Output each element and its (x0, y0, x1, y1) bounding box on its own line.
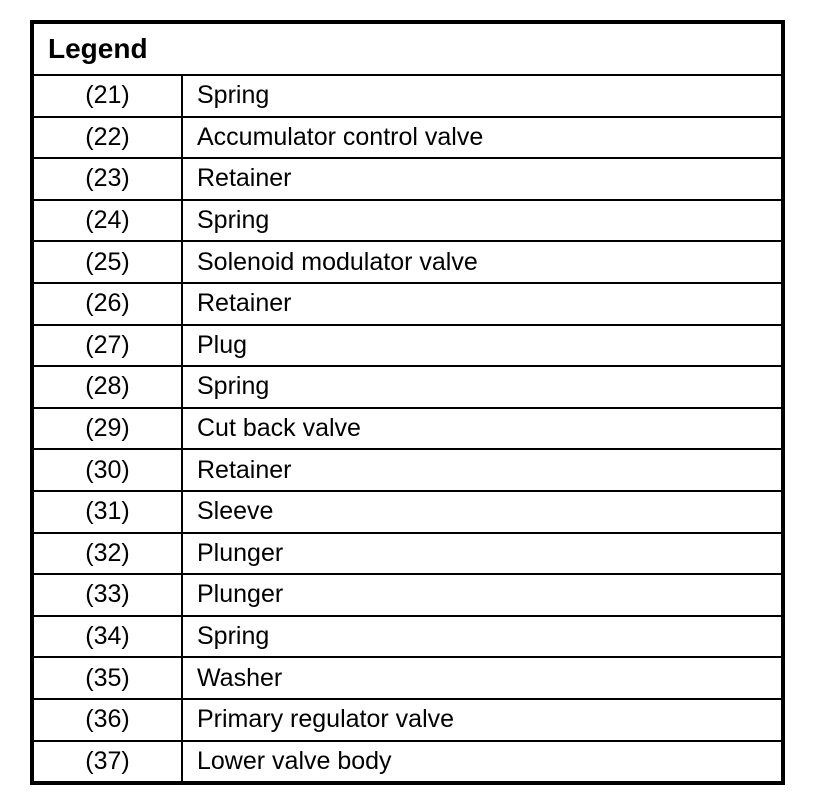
item-description: Spring (197, 622, 270, 651)
item-number: (37) (34, 742, 183, 782)
table-row (34, 742, 781, 782)
item-description: Spring (197, 206, 270, 235)
item-description: Plunger (197, 580, 284, 609)
item-number: (35) (34, 658, 183, 698)
legend-table (30, 20, 785, 785)
table-row (34, 326, 781, 368)
item-description: Lower valve body (197, 746, 392, 775)
item-description: Solenoid modulator valve (197, 247, 478, 276)
table-row (34, 367, 781, 409)
table-row (34, 76, 781, 118)
item-number: (36) (34, 700, 183, 740)
table-row (34, 284, 781, 326)
item-description: Plunger (197, 538, 284, 567)
item-number: (25) (34, 242, 183, 282)
item-description: Primary regulator valve (197, 705, 455, 734)
item-description: Cut back valve (197, 414, 361, 443)
item-number: (29) (34, 409, 183, 449)
item-description: Sleeve (197, 497, 274, 526)
item-number: (30) (34, 450, 183, 490)
item-number: (23) (34, 159, 183, 199)
item-number: (27) (34, 326, 183, 366)
item-number: (34) (34, 617, 183, 657)
item-number: (33) (34, 575, 183, 615)
item-description: Retainer (197, 455, 292, 484)
legend-title: Legend (34, 24, 781, 76)
table-row (34, 534, 781, 576)
table-row (34, 409, 781, 451)
table-row (34, 159, 781, 201)
item-number: (26) (34, 284, 183, 324)
table-row (34, 450, 781, 492)
table-row (34, 118, 781, 160)
item-number: (28) (34, 367, 183, 407)
item-description: Washer (197, 663, 283, 692)
table-row (34, 242, 781, 284)
item-number: (32) (34, 534, 183, 574)
item-number: (24) (34, 201, 183, 241)
legend-body (34, 76, 781, 781)
item-number: (31) (34, 492, 183, 532)
item-number: (21) (34, 76, 183, 116)
table-row (34, 201, 781, 243)
item-description: Spring (197, 81, 270, 110)
table-row (34, 658, 781, 700)
item-description: Accumulator control valve (197, 122, 484, 151)
table-row (34, 700, 781, 742)
item-number: (22) (34, 118, 183, 158)
item-description: Spring (197, 372, 270, 401)
item-description: Plug (197, 330, 248, 359)
table-row (34, 575, 781, 617)
table-row (34, 492, 781, 534)
item-description: Retainer (197, 289, 292, 318)
table-row (34, 617, 781, 659)
item-description: Retainer (197, 164, 292, 193)
